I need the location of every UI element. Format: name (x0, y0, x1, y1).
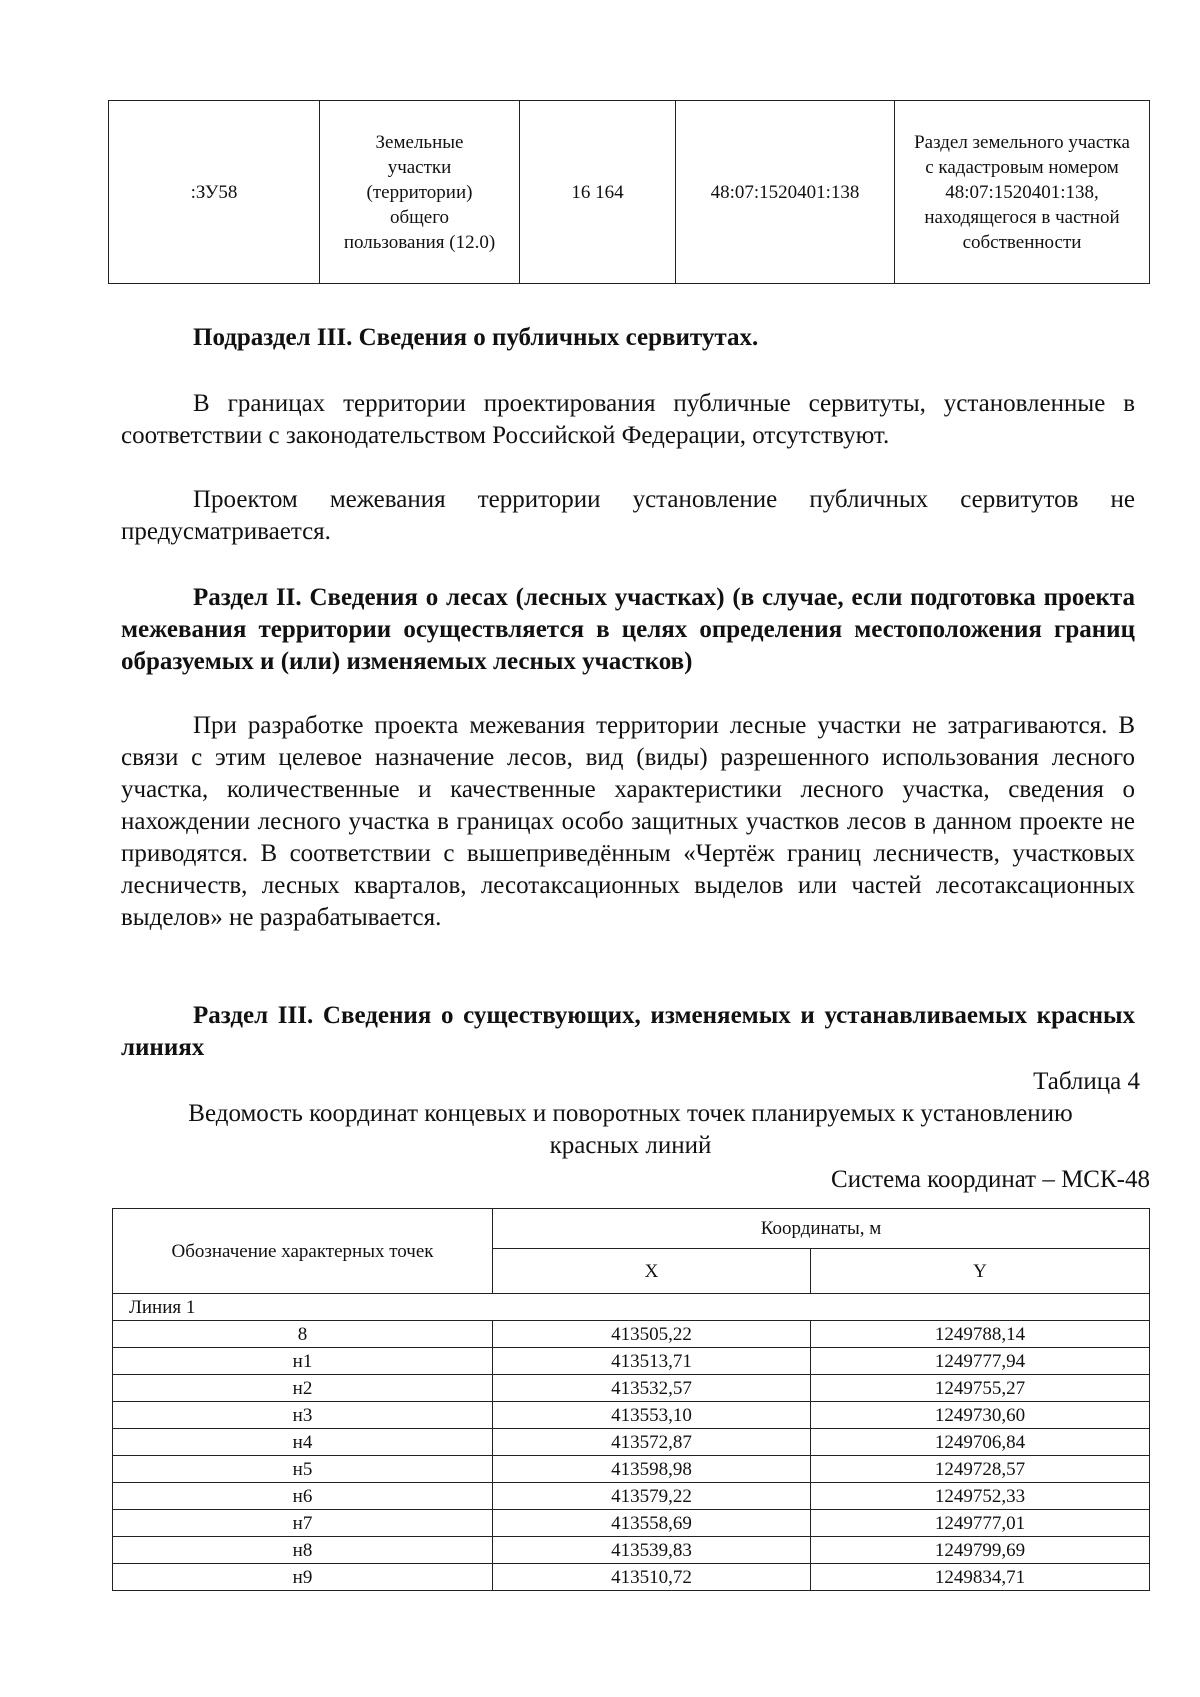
table-title: Ведомость координат концевых и поворотных точек планируемых к установлению красных линий (188, 1100, 1073, 1159)
point-name: н7 (113, 1510, 493, 1537)
subsection-heading: Подраздел III. Сведения о публичных сервитутах. (193, 324, 759, 351)
coord-y: 1249730,60 (811, 1402, 1150, 1429)
table-row (113, 1402, 1150, 1429)
point-name: н6 (113, 1483, 493, 1510)
point-name: н2 (113, 1375, 493, 1402)
coord-y: 1249728,57 (811, 1456, 1150, 1483)
coord-x: 413510,72 (493, 1564, 811, 1591)
paragraph: В границах территории проектирования публичные сервитуты, установленные в соответствии с законодательством Российской Федерации, отсутствуют. (121, 390, 1135, 449)
header-points: Обозначение характерных точек (113, 1209, 493, 1294)
coord-y: 1249777,94 (811, 1348, 1150, 1375)
line-label: Линия 1 (113, 1294, 1150, 1321)
section-heading: Раздел II. Сведения о лесах (лесных участках) (в случае, если подготовка проекта межевания территории осуществляется в целях определения местоположения границ образуемых и (или) изменяемых лесных участков) (121, 584, 1135, 675)
table-label: Таблица 4 (1033, 1068, 1140, 1095)
plot-cadastral-number: 48:07:1520401:138 (676, 101, 895, 284)
coord-x: 413553,10 (493, 1402, 811, 1429)
section-heading: Раздел III. Сведения о существующих, изменяемых и устанавливаемых красных линиях (121, 1002, 1135, 1061)
table-row (113, 1321, 1150, 1348)
table-row (113, 1537, 1150, 1564)
table-row (113, 1348, 1150, 1375)
coord-x: 413558,69 (493, 1510, 811, 1537)
table-row (113, 1564, 1150, 1591)
plot-category: Земельные участки (территории) общего пользования (12.0) (320, 101, 520, 284)
table-row (113, 1429, 1150, 1456)
paragraph: Проектом межевания территории установление публичных сервитутов не предусматривается. (121, 486, 1135, 545)
table-row (113, 1456, 1150, 1483)
plot-designation: :ЗУ58 (109, 101, 320, 284)
line-label-row (113, 1294, 1150, 1321)
table-row (113, 1483, 1150, 1510)
plot-note: Раздел земельного участка с кадастровым номером 48:07:1520401:138, находящегося в частной собственности (895, 101, 1150, 284)
coordinate-system: Система координат – МСК-48 (831, 1166, 1150, 1193)
coord-y: 1249752,33 (811, 1483, 1150, 1510)
point-name: н5 (113, 1456, 493, 1483)
land-plot-table (108, 100, 1150, 284)
point-name: 8 (113, 1321, 493, 1348)
coord-y: 1249799,69 (811, 1537, 1150, 1564)
coord-y: 1249788,14 (811, 1321, 1150, 1348)
point-name: н9 (113, 1564, 493, 1591)
table-row (113, 1510, 1150, 1537)
coord-x: 413532,57 (493, 1375, 811, 1402)
coord-x: 413579,22 (493, 1483, 811, 1510)
point-name: н1 (113, 1348, 493, 1375)
coord-x: 413513,71 (493, 1348, 811, 1375)
coord-x: 413505,22 (493, 1321, 811, 1348)
coord-x: 413539,83 (493, 1537, 811, 1564)
table-header-row (113, 1209, 1150, 1249)
table-row (113, 1375, 1150, 1402)
point-name: н8 (113, 1537, 493, 1564)
header-y: Y (811, 1249, 1150, 1294)
header-coordinates: Координаты, м (493, 1209, 1150, 1249)
coord-x: 413598,98 (493, 1456, 811, 1483)
coord-x: 413572,87 (493, 1429, 811, 1456)
header-x: X (493, 1249, 811, 1294)
coord-y: 1249777,01 (811, 1510, 1150, 1537)
point-name: н4 (113, 1429, 493, 1456)
coord-y: 1249834,71 (811, 1564, 1150, 1591)
point-name: н3 (113, 1402, 493, 1429)
coord-y: 1249706,84 (811, 1429, 1150, 1456)
plot-area: 16 164 (520, 101, 676, 284)
coordinates-table (112, 1208, 1150, 1591)
coord-y: 1249755,27 (811, 1375, 1150, 1402)
table-row (109, 101, 1150, 284)
paragraph: При разработке проекта межевания территории лесные участки не затрагиваются. В связи с этим целевое назначение лесов, вид (виды) разрешенного использования лесного участка, количественные и качественные характеристики лесного участка, сведения о нахождении лесного участка в границах особо защитных участков лесов в данном проекте не приводятся. В соответствии с вышеприведённым «Чертёж границ лесничеств, участковых лесничеств, лесных кварталов, лесотаксационных выделов или частей лесотаксационных выделов» не разрабатывается. (121, 712, 1135, 931)
